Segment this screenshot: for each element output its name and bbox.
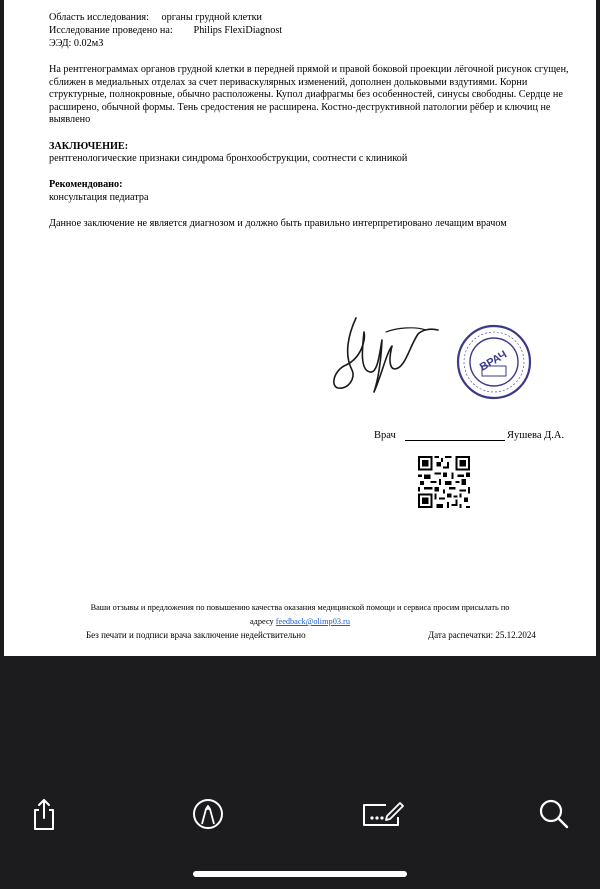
conclusion-text: рентгенологические признаки синдрома бронхообструкции, соотнести с клиникой <box>49 153 408 164</box>
bottom-toolbar <box>0 790 600 838</box>
share-icon <box>29 797 59 831</box>
print-date: Дата распечатки: 25.12.2024 <box>428 630 536 640</box>
share-button[interactable] <box>20 790 68 838</box>
device-row <box>49 25 282 37</box>
device-value: Philips FlexiDiagnost <box>193 25 283 36</box>
doctor-stamp <box>454 322 534 402</box>
feedback-email-link[interactable]: feedback@olimp03.ru <box>275 617 350 626</box>
stamp-text: ВРАЧ <box>477 348 510 374</box>
recommended-heading: Рекомендовано: <box>49 179 123 190</box>
qr-code <box>418 456 470 508</box>
signature-line <box>405 440 505 441</box>
validity-note: Без печати и подписи врача заключение недействительно <box>86 630 306 640</box>
doctor-signature <box>326 310 446 400</box>
markup-button[interactable] <box>184 790 232 838</box>
feedback-address <box>4 617 596 626</box>
study-area-value: органы грудной клетки <box>161 12 263 23</box>
conclusion-heading: ЗАКЛЮЧЕНИЕ: <box>49 141 129 152</box>
recommended-text: консультация педиатра <box>49 192 149 203</box>
findings-text: На рентгенограммах органов грудной клетки в передней прямой и правой боковой проекции лёгочной рисунок сгущен, сближен в медиальных отделах за счет периваскулярных изменений, дополнен дольковыми вздутиями. Корни структурные, полнокровные, обычно расположены. Купол диафрагмы без особенностей, синусы свободны. Сердце не расширено, обычной формы. Тень средостения не расширена. Костно-деструктивной патологии рёбер и ключиц не выявлено <box>49 64 569 125</box>
doctor-name: Яушева Д.А. <box>507 430 565 441</box>
search-icon <box>538 798 570 830</box>
home-indicator[interactable] <box>193 871 407 877</box>
study-area-row <box>49 12 262 24</box>
search-button[interactable] <box>530 790 578 838</box>
signature-button[interactable] <box>358 790 406 838</box>
study-area-label: Область исследования: <box>49 12 149 23</box>
dose-text: ЭЭД: 0.02мЗ <box>49 38 104 49</box>
address-prefix: адресу <box>250 617 274 626</box>
feedback-line: Ваши отзывы и предложения по повышению качества оказания медицинской помощи и сервиса просим присылать по <box>90 603 510 612</box>
document-page <box>4 0 596 656</box>
doctor-label: Врач <box>374 430 396 441</box>
disclaimer-text: Данное заключение не является диагнозом и должно быть правильно интерпретировано лечащим врачом <box>49 218 507 229</box>
device-label: Исследование проведено на: <box>49 25 173 36</box>
markup-icon <box>192 798 224 830</box>
signature-icon <box>360 799 404 829</box>
